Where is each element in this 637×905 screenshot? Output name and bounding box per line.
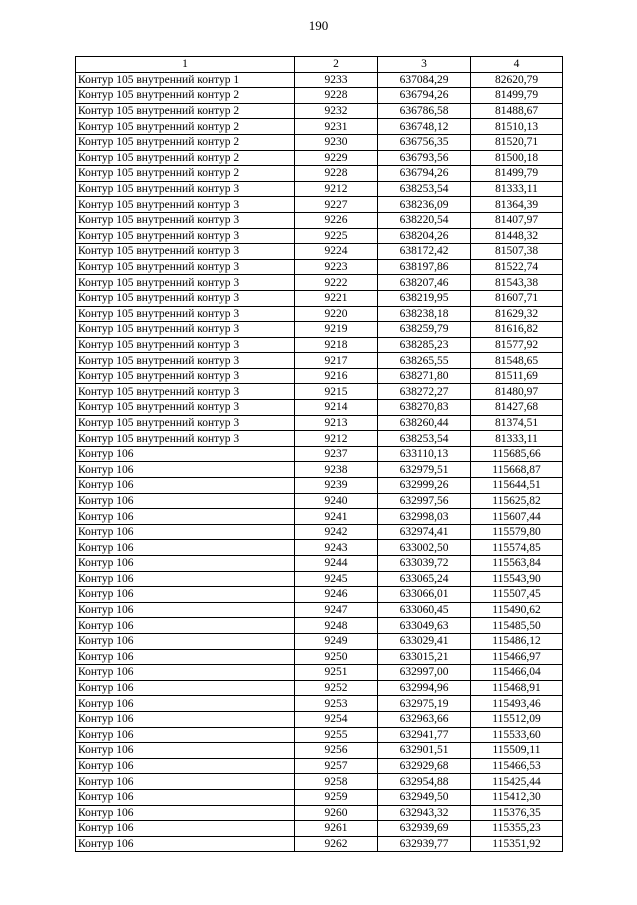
point-number-cell: 9247 <box>295 602 378 618</box>
y-coordinate-cell: 115574,85 <box>471 540 563 556</box>
point-number-cell: 9218 <box>295 337 378 353</box>
x-coordinate-cell: 632939,77 <box>378 836 471 852</box>
contour-name-cell: Контур 105 внутренний контур 3 <box>76 197 295 213</box>
y-coordinate-cell: 115466,53 <box>471 758 563 774</box>
table-row <box>76 337 563 353</box>
table-row <box>76 743 563 759</box>
y-coordinate-cell: 81520,71 <box>471 134 563 150</box>
y-coordinate-cell: 81510,13 <box>471 119 563 135</box>
contour-name-cell: Контур 105 внутренний контур 2 <box>76 134 295 150</box>
contour-name-cell: Контур 106 <box>76 602 295 618</box>
x-coordinate-cell: 638204,26 <box>378 228 471 244</box>
x-coordinate-cell: 636794,26 <box>378 166 471 182</box>
table-row <box>76 306 563 322</box>
point-number-cell: 9227 <box>295 197 378 213</box>
x-coordinate-cell: 638270,83 <box>378 400 471 416</box>
point-number-cell: 9240 <box>295 493 378 509</box>
x-coordinate-cell: 633060,45 <box>378 602 471 618</box>
table-row <box>76 259 563 275</box>
contour-name-cell: Контур 106 <box>76 633 295 649</box>
y-coordinate-cell: 115668,87 <box>471 462 563 478</box>
x-coordinate-cell: 638260,44 <box>378 415 471 431</box>
point-number-cell: 9260 <box>295 805 378 821</box>
page-number: 190 <box>308 18 329 33</box>
y-coordinate-cell: 115485,50 <box>471 618 563 634</box>
y-coordinate-cell: 82620,79 <box>471 72 563 88</box>
y-coordinate-cell: 115412,30 <box>471 789 563 805</box>
point-number-cell: 9231 <box>295 119 378 135</box>
contour-name-cell: Контур 106 <box>76 618 295 634</box>
table-row <box>76 493 563 509</box>
y-coordinate-cell: 115466,97 <box>471 649 563 665</box>
table-row <box>76 805 563 821</box>
y-coordinate-cell: 115563,84 <box>471 556 563 572</box>
point-number-cell: 9216 <box>295 368 378 384</box>
contour-name-cell: Контур 105 внутренний контур 3 <box>76 275 295 291</box>
x-coordinate-cell: 632901,51 <box>378 743 471 759</box>
contour-name-cell: Контур 106 <box>76 711 295 727</box>
y-coordinate-cell: 81333,11 <box>471 431 563 447</box>
table-row <box>76 524 563 540</box>
table-row <box>76 400 563 416</box>
point-number-cell: 9261 <box>295 821 378 837</box>
contour-name-cell: Контур 105 внутренний контур 3 <box>76 290 295 306</box>
y-coordinate-cell: 81499,79 <box>471 88 563 104</box>
y-coordinate-cell: 115468,91 <box>471 680 563 696</box>
contour-name-cell: Контур 105 внутренний контур 2 <box>76 119 295 135</box>
point-number-cell: 9248 <box>295 618 378 634</box>
contour-name-cell: Контур 106 <box>76 462 295 478</box>
y-coordinate-cell: 81427,68 <box>471 400 563 416</box>
y-coordinate-cell: 81364,39 <box>471 197 563 213</box>
point-number-cell: 9245 <box>295 571 378 587</box>
point-number-cell: 9258 <box>295 774 378 790</box>
table-row <box>76 446 563 462</box>
y-coordinate-cell: 81511,69 <box>471 368 563 384</box>
coordinates-table <box>75 56 563 852</box>
point-number-cell: 9249 <box>295 633 378 649</box>
point-number-cell: 9238 <box>295 462 378 478</box>
point-number-cell: 9217 <box>295 353 378 369</box>
table-row <box>76 72 563 88</box>
contour-name-cell: Контур 105 внутренний контур 3 <box>76 212 295 228</box>
point-number-cell: 9212 <box>295 181 378 197</box>
x-coordinate-cell: 638219,95 <box>378 290 471 306</box>
point-number-cell: 9254 <box>295 711 378 727</box>
table-row <box>76 368 563 384</box>
x-coordinate-cell: 632954,88 <box>378 774 471 790</box>
table-row <box>76 556 563 572</box>
y-coordinate-cell: 81543,38 <box>471 275 563 291</box>
y-coordinate-cell: 81333,11 <box>471 181 563 197</box>
x-coordinate-cell: 638236,09 <box>378 197 471 213</box>
contour-name-cell: Контур 105 внутренний контур 3 <box>76 415 295 431</box>
table-row <box>76 509 563 525</box>
table-row <box>76 711 563 727</box>
x-coordinate-cell: 632939,69 <box>378 821 471 837</box>
table-row <box>76 212 563 228</box>
x-coordinate-cell: 633015,21 <box>378 649 471 665</box>
point-number-cell: 9237 <box>295 446 378 462</box>
y-coordinate-cell: 81507,38 <box>471 244 563 260</box>
table-row <box>76 384 563 400</box>
x-coordinate-cell: 638285,23 <box>378 337 471 353</box>
table-row <box>76 649 563 665</box>
table-row <box>76 821 563 837</box>
point-number-cell: 9251 <box>295 665 378 681</box>
table-row <box>76 680 563 696</box>
table-row <box>76 244 563 260</box>
x-coordinate-cell: 638265,55 <box>378 353 471 369</box>
contour-name-cell: Контур 106 <box>76 649 295 665</box>
y-coordinate-cell: 115486,12 <box>471 633 563 649</box>
x-coordinate-cell: 632997,00 <box>378 665 471 681</box>
y-coordinate-cell: 81374,51 <box>471 415 563 431</box>
header-col-1: 1 <box>76 57 295 73</box>
point-number-cell: 9250 <box>295 649 378 665</box>
x-coordinate-cell: 632979,51 <box>378 462 471 478</box>
x-coordinate-cell: 632941,77 <box>378 727 471 743</box>
y-coordinate-cell: 115351,92 <box>471 836 563 852</box>
table-row <box>76 88 563 104</box>
x-coordinate-cell: 632974,41 <box>378 524 471 540</box>
x-coordinate-cell: 632943,32 <box>378 805 471 821</box>
y-coordinate-cell: 115533,60 <box>471 727 563 743</box>
y-coordinate-cell: 115625,82 <box>471 493 563 509</box>
x-coordinate-cell: 636786,58 <box>378 103 471 119</box>
contour-name-cell: Контур 105 внутренний контур 3 <box>76 322 295 338</box>
table-header <box>76 57 563 73</box>
contour-name-cell: Контур 106 <box>76 805 295 821</box>
point-number-cell: 9232 <box>295 103 378 119</box>
point-number-cell: 9225 <box>295 228 378 244</box>
point-number-cell: 9255 <box>295 727 378 743</box>
contour-name-cell: Контур 106 <box>76 836 295 852</box>
y-coordinate-cell: 81480,97 <box>471 384 563 400</box>
contour-name-cell: Контур 105 внутренний контур 3 <box>76 431 295 447</box>
point-number-cell: 9222 <box>295 275 378 291</box>
y-coordinate-cell: 81629,32 <box>471 306 563 322</box>
header-col-3: 3 <box>378 57 471 73</box>
x-coordinate-cell: 638271,80 <box>378 368 471 384</box>
point-number-cell: 9221 <box>295 290 378 306</box>
y-coordinate-cell: 115512,09 <box>471 711 563 727</box>
x-coordinate-cell: 638197,86 <box>378 259 471 275</box>
contour-name-cell: Контур 105 внутренний контур 3 <box>76 244 295 260</box>
point-number-cell: 9223 <box>295 259 378 275</box>
x-coordinate-cell: 632998,03 <box>378 509 471 525</box>
table-row <box>76 197 563 213</box>
point-number-cell: 9246 <box>295 587 378 603</box>
x-coordinate-cell: 638238,18 <box>378 306 471 322</box>
x-coordinate-cell: 638253,54 <box>378 181 471 197</box>
table-row <box>76 353 563 369</box>
point-number-cell: 9224 <box>295 244 378 260</box>
table-row <box>76 696 563 712</box>
table-row <box>76 228 563 244</box>
y-coordinate-cell: 115579,80 <box>471 524 563 540</box>
x-coordinate-cell: 633002,50 <box>378 540 471 556</box>
contour-name-cell: Контур 106 <box>76 665 295 681</box>
x-coordinate-cell: 638220,54 <box>378 212 471 228</box>
x-coordinate-cell: 632994,96 <box>378 680 471 696</box>
x-coordinate-cell: 633049,63 <box>378 618 471 634</box>
y-coordinate-cell: 81488,67 <box>471 103 563 119</box>
x-coordinate-cell: 636748,12 <box>378 119 471 135</box>
table-row <box>76 431 563 447</box>
point-number-cell: 9229 <box>295 150 378 166</box>
x-coordinate-cell: 638272,27 <box>378 384 471 400</box>
x-coordinate-cell: 632975,19 <box>378 696 471 712</box>
point-number-cell: 9213 <box>295 415 378 431</box>
x-coordinate-cell: 633110,13 <box>378 446 471 462</box>
table-row <box>76 602 563 618</box>
x-coordinate-cell: 633039,72 <box>378 556 471 572</box>
point-number-cell: 9228 <box>295 88 378 104</box>
table-row <box>76 774 563 790</box>
x-coordinate-cell: 638253,54 <box>378 431 471 447</box>
table-row <box>76 103 563 119</box>
contour-name-cell: Контур 105 внутренний контур 3 <box>76 181 295 197</box>
y-coordinate-cell: 115425,44 <box>471 774 563 790</box>
contour-name-cell: Контур 105 внутренний контур 1 <box>76 72 295 88</box>
contour-name-cell: Контур 106 <box>76 587 295 603</box>
y-coordinate-cell: 81499,79 <box>471 166 563 182</box>
x-coordinate-cell: 632963,66 <box>378 711 471 727</box>
x-coordinate-cell: 636794,26 <box>378 88 471 104</box>
contour-name-cell: Контур 106 <box>76 696 295 712</box>
table-row <box>76 462 563 478</box>
contour-name-cell: Контур 106 <box>76 493 295 509</box>
table-row <box>76 789 563 805</box>
header-row <box>76 57 563 73</box>
contour-name-cell: Контур 106 <box>76 774 295 790</box>
contour-name-cell: Контур 105 внутренний контур 3 <box>76 353 295 369</box>
point-number-cell: 9252 <box>295 680 378 696</box>
contour-name-cell: Контур 105 внутренний контур 3 <box>76 400 295 416</box>
y-coordinate-cell: 115355,23 <box>471 821 563 837</box>
contour-name-cell: Контур 106 <box>76 556 295 572</box>
x-coordinate-cell: 638207,46 <box>378 275 471 291</box>
table-row <box>76 633 563 649</box>
x-coordinate-cell: 638259,79 <box>378 322 471 338</box>
contour-name-cell: Контур 105 внутренний контур 2 <box>76 88 295 104</box>
point-number-cell: 9214 <box>295 400 378 416</box>
table-row <box>76 322 563 338</box>
point-number-cell: 9215 <box>295 384 378 400</box>
point-number-cell: 9233 <box>295 72 378 88</box>
contour-name-cell: Контур 105 внутренний контур 3 <box>76 259 295 275</box>
table-row <box>76 415 563 431</box>
y-coordinate-cell: 115507,45 <box>471 587 563 603</box>
table-row <box>76 540 563 556</box>
y-coordinate-cell: 81616,82 <box>471 322 563 338</box>
y-coordinate-cell: 115644,51 <box>471 478 563 494</box>
contour-name-cell: Контур 105 внутренний контур 3 <box>76 228 295 244</box>
point-number-cell: 9239 <box>295 478 378 494</box>
table-row <box>76 587 563 603</box>
point-number-cell: 9228 <box>295 166 378 182</box>
y-coordinate-cell: 115607,44 <box>471 509 563 525</box>
point-number-cell: 9219 <box>295 322 378 338</box>
x-coordinate-cell: 632929,68 <box>378 758 471 774</box>
y-coordinate-cell: 115490,62 <box>471 602 563 618</box>
contour-name-cell: Контур 106 <box>76 821 295 837</box>
contour-name-cell: Контур 105 внутренний контур 3 <box>76 306 295 322</box>
table-row <box>76 478 563 494</box>
table-row <box>76 836 563 852</box>
contour-name-cell: Контур 106 <box>76 478 295 494</box>
y-coordinate-cell: 81548,65 <box>471 353 563 369</box>
table-row <box>76 150 563 166</box>
point-number-cell: 9256 <box>295 743 378 759</box>
x-coordinate-cell: 632999,26 <box>378 478 471 494</box>
x-coordinate-cell: 633066,01 <box>378 587 471 603</box>
y-coordinate-cell: 115376,35 <box>471 805 563 821</box>
point-number-cell: 9230 <box>295 134 378 150</box>
point-number-cell: 9244 <box>295 556 378 572</box>
table-row <box>76 571 563 587</box>
y-coordinate-cell: 81577,92 <box>471 337 563 353</box>
x-coordinate-cell: 633065,24 <box>378 571 471 587</box>
contour-name-cell: Контур 106 <box>76 509 295 525</box>
table-row <box>76 181 563 197</box>
point-number-cell: 9257 <box>295 758 378 774</box>
point-number-cell: 9253 <box>295 696 378 712</box>
header-col-4: 4 <box>471 57 563 73</box>
table-row <box>76 758 563 774</box>
y-coordinate-cell: 81607,71 <box>471 290 563 306</box>
point-number-cell: 9262 <box>295 836 378 852</box>
table-row <box>76 727 563 743</box>
y-coordinate-cell: 115509,11 <box>471 743 563 759</box>
x-coordinate-cell: 636756,35 <box>378 134 471 150</box>
contour-name-cell: Контур 106 <box>76 680 295 696</box>
x-coordinate-cell: 632997,56 <box>378 493 471 509</box>
contour-name-cell: Контур 105 внутренний контур 3 <box>76 384 295 400</box>
point-number-cell: 9241 <box>295 509 378 525</box>
table-body <box>76 72 563 852</box>
contour-name-cell: Контур 105 внутренний контур 3 <box>76 368 295 384</box>
table-row <box>76 290 563 306</box>
table-row <box>76 618 563 634</box>
y-coordinate-cell: 81500,18 <box>471 150 563 166</box>
point-number-cell: 9212 <box>295 431 378 447</box>
x-coordinate-cell: 637084,29 <box>378 72 471 88</box>
y-coordinate-cell: 81522,74 <box>471 259 563 275</box>
contour-name-cell: Контур 106 <box>76 758 295 774</box>
contour-name-cell: Контур 105 внутренний контур 2 <box>76 103 295 119</box>
x-coordinate-cell: 632949,50 <box>378 789 471 805</box>
x-coordinate-cell: 636793,56 <box>378 150 471 166</box>
point-number-cell: 9259 <box>295 789 378 805</box>
contour-name-cell: Контур 106 <box>76 743 295 759</box>
contour-name-cell: Контур 105 внутренний контур 2 <box>76 150 295 166</box>
y-coordinate-cell: 115466,04 <box>471 665 563 681</box>
point-number-cell: 9243 <box>295 540 378 556</box>
table-row <box>76 665 563 681</box>
header-col-2: 2 <box>295 57 378 73</box>
contour-name-cell: Контур 106 <box>76 789 295 805</box>
point-number-cell: 9220 <box>295 306 378 322</box>
x-coordinate-cell: 638172,42 <box>378 244 471 260</box>
x-coordinate-cell: 633029,41 <box>378 633 471 649</box>
contour-name-cell: Контур 106 <box>76 727 295 743</box>
table-row <box>76 134 563 150</box>
y-coordinate-cell: 115685,66 <box>471 446 563 462</box>
table-row <box>76 275 563 291</box>
y-coordinate-cell: 81407,97 <box>471 212 563 228</box>
point-number-cell: 9226 <box>295 212 378 228</box>
table-row <box>76 166 563 182</box>
point-number-cell: 9242 <box>295 524 378 540</box>
table-row <box>76 119 563 135</box>
contour-name-cell: Контур 106 <box>76 446 295 462</box>
contour-name-cell: Контур 105 внутренний контур 3 <box>76 337 295 353</box>
contour-name-cell: Контур 105 внутренний контур 2 <box>76 166 295 182</box>
y-coordinate-cell: 115493,46 <box>471 696 563 712</box>
y-coordinate-cell: 81448,32 <box>471 228 563 244</box>
contour-name-cell: Контур 106 <box>76 540 295 556</box>
contour-name-cell: Контур 106 <box>76 571 295 587</box>
contour-name-cell: Контур 106 <box>76 524 295 540</box>
y-coordinate-cell: 115543,90 <box>471 571 563 587</box>
